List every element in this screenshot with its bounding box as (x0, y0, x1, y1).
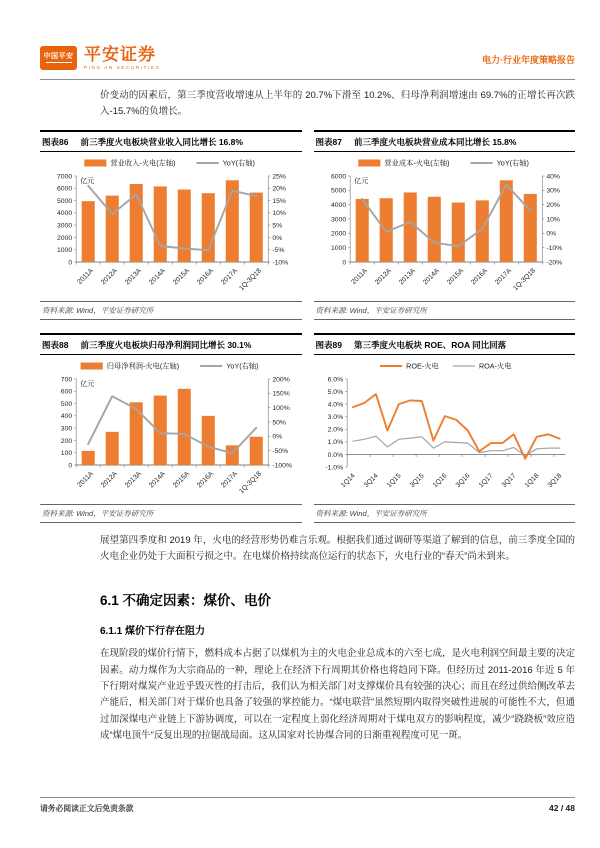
page-footer (40, 797, 575, 814)
roe-roa-chart (314, 357, 576, 503)
svg-text:0: 0 (341, 259, 346, 267)
brand (40, 46, 160, 70)
svg-text:5000: 5000 (57, 197, 73, 205)
svg-text:2014A: 2014A (421, 267, 441, 286)
svg-text:-10%: -10% (272, 259, 289, 267)
svg-text:YoY(右轴): YoY(右轴) (222, 158, 255, 168)
figure-88 (40, 333, 302, 523)
svg-text:-5%: -5% (272, 246, 285, 254)
svg-text:5000: 5000 (330, 187, 346, 195)
logo-text: 中国平安 (43, 52, 74, 60)
figure-source: 资料来源: Wind，平安证券研究所 (40, 301, 302, 320)
section-heading: 6.1 不确定因素：煤价、电价 (100, 593, 272, 609)
svg-text:1Q17: 1Q17 (477, 472, 494, 489)
svg-text:200%: 200% (272, 376, 290, 384)
figure-88-chart (40, 357, 302, 503)
figure-86-chart (40, 154, 302, 300)
figure-89-caption (314, 333, 576, 355)
svg-text:2012A: 2012A (373, 267, 393, 286)
svg-text:5.0%: 5.0% (327, 388, 343, 396)
svg-text:300: 300 (60, 425, 73, 433)
svg-text:归母净利润-火电(左轴): 归母净利润-火电(左轴) (106, 361, 180, 371)
svg-text:3Q16: 3Q16 (454, 472, 472, 489)
svg-text:1Q-3Q18: 1Q-3Q18 (238, 470, 264, 495)
figure-source: 资料来源: Wind，平安证券研究所 (40, 504, 302, 523)
svg-text:1Q16: 1Q16 (431, 472, 449, 489)
svg-text:3Q18: 3Q18 (546, 472, 563, 489)
svg-text:0: 0 (68, 259, 73, 267)
svg-text:2013A: 2013A (397, 267, 417, 286)
svg-text:-10%: -10% (545, 244, 562, 252)
logo-divider (46, 62, 72, 63)
svg-text:2000: 2000 (330, 230, 346, 238)
svg-text:-100%: -100% (272, 462, 293, 470)
svg-text:600: 600 (60, 388, 73, 396)
svg-text:亿元: 亿元 (353, 177, 368, 185)
svg-text:7000: 7000 (57, 173, 73, 181)
intro-paragraph: 价变动的因素后，第三季度营收增速从上半年的 20.7%下滑至 10.2%、归母净利润增速由 69.7%的正增长再次跌入-15.7%的负增长。 (100, 90, 575, 118)
svg-text:2012A: 2012A (100, 267, 119, 286)
figure-source: 资料来源: Wind，平安证券研究所 (314, 301, 576, 320)
figure-label: 图表89 (315, 339, 342, 350)
svg-text:1Q14: 1Q14 (339, 472, 357, 489)
svg-text:100%: 100% (272, 404, 290, 412)
svg-text:3Q14: 3Q14 (362, 472, 380, 489)
svg-text:0%: 0% (272, 433, 283, 441)
svg-text:2011A: 2011A (349, 267, 369, 286)
figure-label: 图表88 (42, 339, 69, 350)
svg-text:0%: 0% (545, 230, 556, 238)
svg-text:400: 400 (60, 412, 73, 420)
svg-text:1Q-3Q18: 1Q-3Q18 (511, 267, 537, 292)
svg-text:1Q15: 1Q15 (385, 472, 403, 489)
figure-87-caption (314, 130, 576, 152)
svg-text:0: 0 (68, 462, 73, 470)
svg-text:亿元: 亿元 (80, 380, 95, 388)
subsection-heading: 6.1.1 煤价下行存在阻力 (100, 626, 206, 638)
svg-text:25%: 25% (272, 173, 286, 181)
brand-name-cn: 平安证券 (84, 45, 156, 65)
svg-text:150%: 150% (272, 390, 290, 398)
svg-text:营业成本-火电(左轴): 营业成本-火电(左轴) (383, 158, 450, 168)
svg-text:3000: 3000 (330, 216, 346, 224)
svg-text:YoY(右轴): YoY(右轴) (226, 361, 259, 371)
svg-text:30%: 30% (545, 187, 560, 195)
brand-text (84, 46, 160, 70)
figure-86 (40, 130, 302, 320)
svg-text:2016A: 2016A (469, 267, 489, 286)
svg-text:1Q18: 1Q18 (523, 472, 540, 489)
svg-text:15%: 15% (272, 197, 286, 205)
svg-text:0%: 0% (272, 234, 283, 242)
figure-86-caption (40, 130, 302, 152)
svg-text:5%: 5% (272, 222, 283, 230)
svg-text:2013A: 2013A (124, 267, 143, 286)
svg-text:2011A: 2011A (76, 470, 95, 489)
svg-text:3Q15: 3Q15 (408, 472, 426, 489)
cost-chart (314, 154, 576, 300)
svg-text:500: 500 (60, 400, 73, 408)
svg-text:6000: 6000 (330, 173, 346, 181)
report-type-label: 电力·行业年度策略报告 (482, 55, 575, 65)
svg-text:2.0%: 2.0% (327, 426, 343, 434)
svg-text:2017A: 2017A (220, 267, 239, 286)
figure-source: 资料来源: Wind，平安证券研究所 (314, 504, 576, 523)
svg-text:2017A: 2017A (493, 267, 513, 286)
svg-text:ROA-火电: ROA-火电 (478, 361, 512, 371)
svg-text:10%: 10% (272, 209, 286, 217)
svg-text:20%: 20% (545, 201, 560, 209)
figure-87-chart (314, 154, 576, 300)
svg-text:ROE-火电: ROE-火电 (405, 361, 439, 371)
svg-text:3.0%: 3.0% (327, 413, 343, 421)
svg-text:10%: 10% (545, 216, 560, 224)
page-content (0, 88, 600, 744)
svg-text:6000: 6000 (57, 185, 73, 193)
svg-text:6.0%: 6.0% (327, 376, 343, 384)
svg-text:2015A: 2015A (172, 267, 191, 286)
svg-text:2015A: 2015A (172, 470, 191, 489)
svg-text:4000: 4000 (330, 201, 346, 209)
svg-text:40%: 40% (545, 173, 560, 181)
pingan-logo-icon (40, 46, 77, 70)
figure-label: 图表86 (42, 136, 69, 147)
net-profit-chart (40, 357, 302, 503)
svg-text:亿元: 亿元 (80, 177, 95, 185)
figure-87 (314, 130, 576, 320)
svg-text:2012A: 2012A (100, 470, 119, 489)
page-header (40, 46, 575, 80)
page-number: 42 / 48 (549, 803, 575, 813)
svg-text:-1.0%: -1.0% (324, 464, 343, 472)
svg-text:3000: 3000 (57, 222, 73, 230)
svg-text:700: 700 (60, 376, 73, 384)
svg-text:2017A: 2017A (220, 470, 239, 489)
svg-text:2014A: 2014A (148, 470, 167, 489)
figure-title: 第三季度火电板块 ROE、ROA 同比回落 (353, 339, 507, 350)
svg-text:20%: 20% (272, 185, 286, 193)
svg-text:1000: 1000 (57, 246, 73, 254)
svg-text:2014A: 2014A (148, 267, 167, 286)
svg-text:100: 100 (60, 449, 73, 457)
figure-88-caption (40, 333, 302, 355)
svg-text:营业收入-火电(左轴): 营业收入-火电(左轴) (110, 158, 176, 168)
disclaimer-text: 请务必阅读正文后免责条款 (40, 804, 134, 813)
figure-89-chart (314, 357, 576, 503)
figure-title: 前三季度火电板块营业收入同比增长 16.8% (80, 136, 243, 147)
svg-text:2016A: 2016A (196, 470, 215, 489)
svg-text:-20%: -20% (545, 259, 562, 267)
svg-text:YoY(右轴): YoY(右轴) (496, 158, 529, 168)
svg-text:1000: 1000 (330, 244, 346, 252)
svg-text:2011A: 2011A (76, 267, 95, 286)
revenue-chart (40, 154, 302, 300)
svg-text:-50%: -50% (272, 447, 289, 455)
svg-text:2016A: 2016A (196, 267, 215, 286)
svg-text:4.0%: 4.0% (327, 401, 343, 409)
svg-text:1.0%: 1.0% (327, 438, 343, 446)
svg-text:3Q17: 3Q17 (500, 472, 517, 489)
figure-label: 图表87 (315, 136, 342, 147)
figure-grid (40, 130, 575, 523)
svg-text:0.0%: 0.0% (327, 451, 343, 459)
figure-title: 前三季度火电板块归母净利润同比增长 30.1% (80, 339, 252, 350)
svg-text:50%: 50% (272, 419, 286, 427)
figure-title: 前三季度火电板块营业成本同比增长 15.8% (353, 136, 517, 147)
svg-text:2013A: 2013A (124, 470, 143, 489)
outlook-paragraph: 展望第四季度和 2019 年，火电的经营形势仍难言乐观。根据我们通过调研等渠道了解到的信息，前三季度全国的火电企业仍处于大面积亏损之中。在电煤价格持续高位运行的状态下，火电行业的“春天”尚未到来。 (100, 534, 575, 562)
coal-paragraph: 在现阶段的煤价行情下，燃料成本占据了以煤机为主的火电企业总成本的六至七成，是火电利润空间最主要的决定因素。动力煤作为大宗商品的一种，理论上在经济下行周期其价格也将趋同下降。但经历过 2011-2016 年近 5 年下行期对煤炭产业近乎毁灭性的打击后，我们认为相关部门对支撑煤价具有较强的决心；而且在经过供给侧改革去产能后，相关部门对于煤价也具备了较强的掌控能力。“煤电联营”虽然短期内取得突破性进展的可能性不大，但通过加深煤电产业链上下游协调度，可以在一定程度上弱化经济周期对于煤电双方的影响程度，减少“跷跷板”效应造成“煤电顶牛”反复出现的拉锯战局面。这从国家对长协煤合同的日渐重视程度可见一斑。 (100, 648, 576, 741)
svg-text:4000: 4000 (57, 209, 73, 217)
figure-89 (314, 333, 576, 523)
brand-name-en: PING AN SECURITIES (84, 64, 161, 70)
svg-text:1Q-3Q18: 1Q-3Q18 (238, 267, 264, 292)
svg-text:2015A: 2015A (445, 267, 465, 286)
svg-text:200: 200 (60, 437, 73, 445)
svg-text:2000: 2000 (57, 234, 73, 242)
